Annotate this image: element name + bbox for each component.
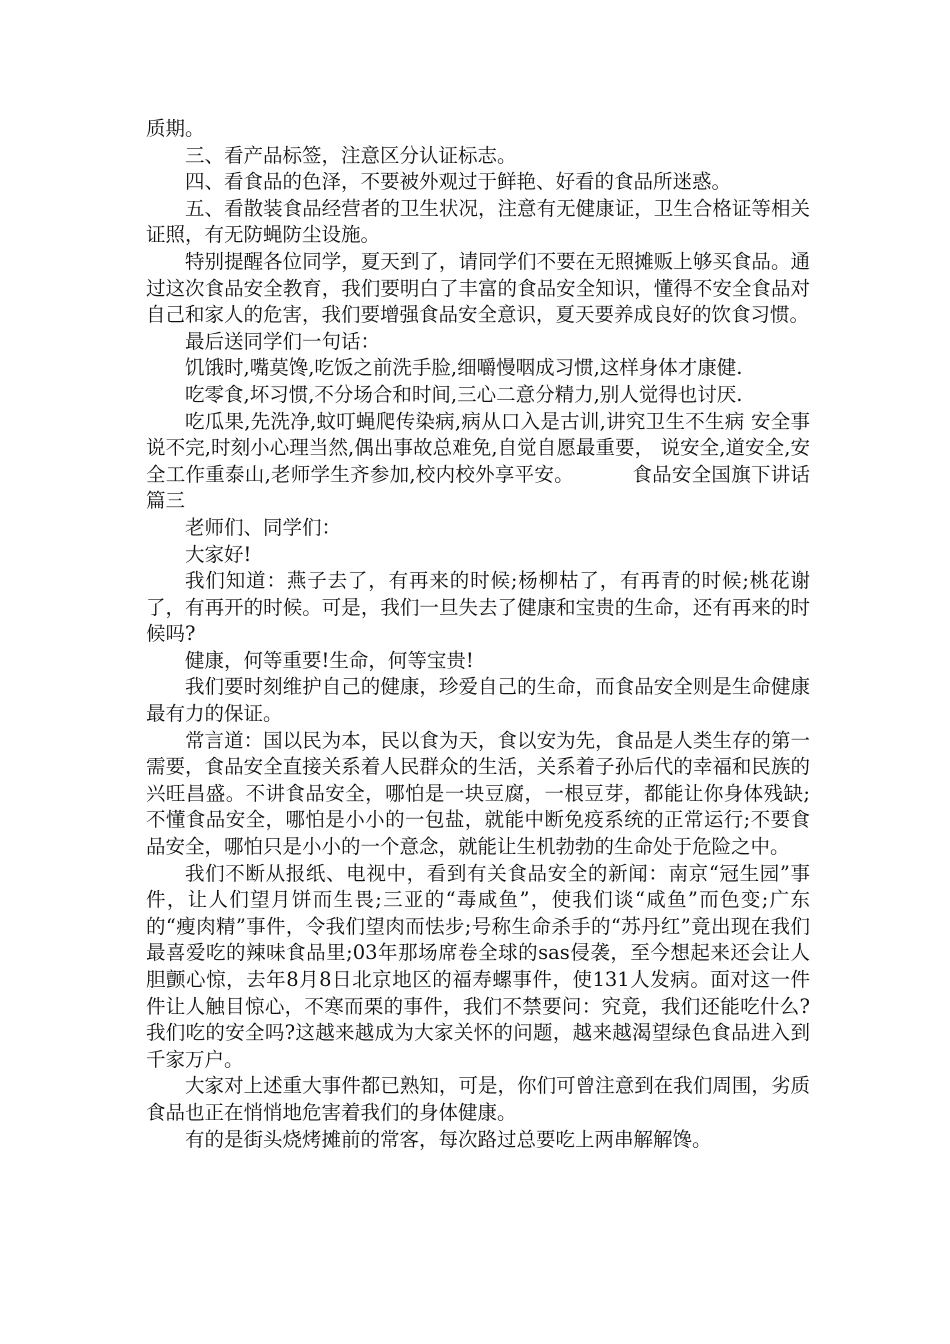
paragraph-salutation: 老师们、同学们： (185, 515, 342, 539)
paragraph-news: 我们不断从报纸、电视中，看到有关食品安全的新闻：南京“冠生园”事件，让人们望月饼而生畏;三亚的“毒咸鱼”，使我们谈“咸鱼”而色变;广东的“瘦肉精”事件，令我们望肉而怯步;号称生命杀手的“苏丹红”竟出现在我们最喜爱吃的辣味食品里;03年那场席卷全球的sas侵袭，至今想起来还会让人胆颤心惊，去年8月8日北京地区的福寿螺事件，使131人发病。面对这一件件让人触目惊心，不寒而栗的事件，我们不禁要问：究竟，我们还能吃什么?我们吃的安全吗?这越来越成为大家关怀的问题，越来越渴望绿色食品进入到千家万户。 (146, 861, 810, 1071)
paragraph-rhyme-three (146, 409, 810, 515)
document-body (146, 116, 810, 1153)
paragraph-continuation: 质期。 (146, 117, 205, 140)
paragraph-rhyme-two: 吃零食,坏习惯,不分场合和时间,三心二意分精力,别人觉得也讨厌. (185, 382, 743, 406)
paragraph-swallows: 我们知道：燕子去了，有再来的时候;杨柳枯了，有再青的时候;桃花谢了，有再开的时候。可是，我们一旦失去了健康和宝贵的生命，还有再来的时候吗? (146, 569, 810, 646)
paragraph-surroundings: 大家对上述重大事件都已熟知，可是，你们可曾注意到在我们周围，劣质食品也正在悄悄地危害着我们的身体健康。 (146, 1074, 810, 1124)
paragraph-protect-health: 我们要时刻维护自己的健康，珍爱自己的生命，而食品安全则是生命健康最有力的保证。 (146, 675, 810, 726)
paragraph-closing-intro: 最后送同学们一句话： (185, 329, 381, 353)
section-title: 食品安全国旗下讲话篇三 (146, 462, 810, 513)
paragraph-tip-four: 四、看食品的色泽，不要被外观过于鲜艳、好看的食品所迷惑。 (185, 170, 732, 194)
paragraph-saying: 常言道：国以民为本，民以食为天，食以安为先，食品是人类生存的第一需要，食品安全直接关系着人民群众的生活，关系着子孙后代的幸福和民族的兴旺昌盛。不讲食品安全，哪怕是一块豆腐，一根豆芽，都能让你身体残缺;不懂食品安全，哪怕是小小的一包盐，就能中断免疫系统的正常运行;不要食品安全，哪怕只是小小的一个意念，就能让生机勃勃的生命处于危险之中。 (146, 728, 810, 859)
paragraph-rhyme-one: 饥饿时,嘴莫馋,吃饭之前洗手脸,细嚼慢咽成习惯,这样身体才康健. (185, 356, 743, 380)
paragraph-street-bbq: 有的是街头烧烤摊前的常客，每次路过总要吃上两串解解馋。 (185, 1127, 712, 1151)
paragraph-greeting: 大家好! (185, 542, 252, 566)
rhyme-three-text: 吃瓜果,先洗净,蚊叮蝇爬传染病,病从口入是古训,讲究卫生不生病 安全事说不完,时刻小心理当然,偶出事故总难免,自觉自愿最重要， 说安全,道安全,安全工作重泰山,老师学生齐参加,校内校外享平安。 (146, 409, 810, 486)
paragraph-tip-five: 五、看散装食品经营者的卫生状况，注意有无健康证，卫生合格证等相关证照，有无防蝇防尘设施。 (146, 196, 810, 247)
paragraph-reminder: 特别提醒各位同学，夏天到了，请同学们不要在无照摊贩上够买食品。通过这次食品安全教育，我们要明白了丰富的食品安全知识，懂得不安全食品对自己和家人的危害，我们要增强食品安全意识，夏天要养成良好的饮食习惯。 (146, 249, 810, 327)
paragraph-tip-three: 三、看产品标签，注意区分认证标志。 (185, 143, 517, 167)
paragraph-health-precious: 健康，何等重要!生命，何等宝贵! (185, 648, 474, 672)
